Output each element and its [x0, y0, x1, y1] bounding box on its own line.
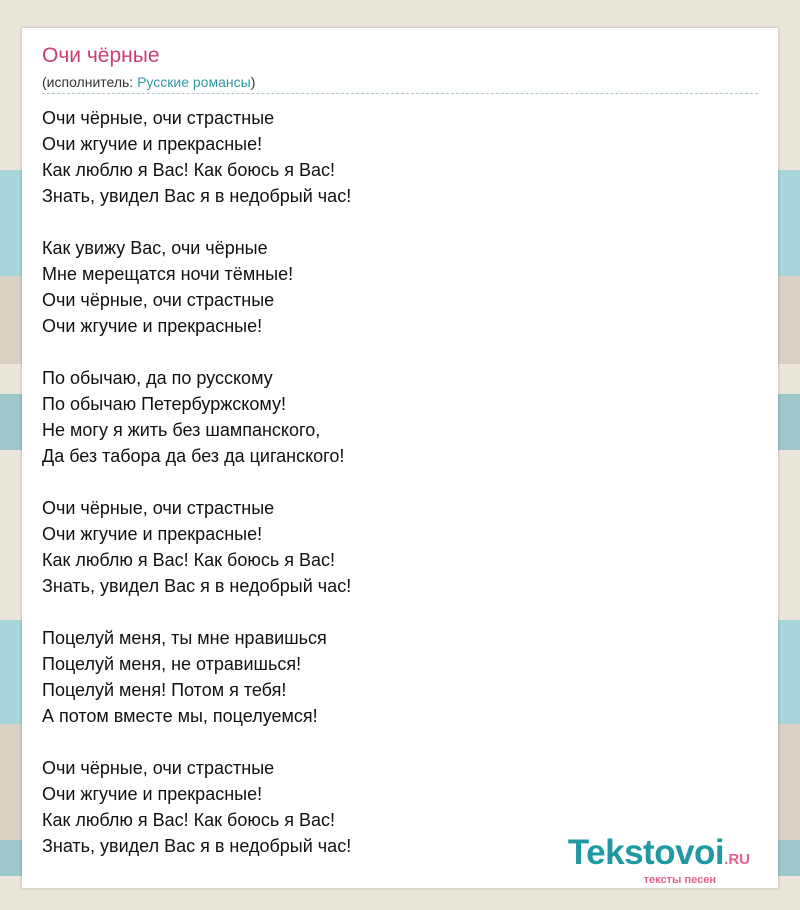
stanza [42, 105, 742, 209]
lyric-line: Очи жгучие и прекрасные! [42, 316, 263, 336]
artist-line [42, 74, 255, 90]
lyric-line: Поцелуй меня! Потом я тебя! [42, 680, 287, 700]
logo-name: Tekstovoi [567, 833, 725, 872]
lyric-line: Знать, увидел Вас я в недобрый час! [42, 836, 352, 856]
logo-wordmark [568, 835, 750, 878]
lyric-line: Знать, увидел Вас я в недобрый час! [42, 186, 352, 206]
lyric-line: По обычаю, да по русскому [42, 368, 273, 388]
stanza [42, 365, 742, 469]
lyric-line: Как увижу Вас, очи чёрные [42, 238, 268, 258]
lyric-line: Мне мерещатся ночи тёмные! [42, 264, 294, 284]
lyrics-text [42, 105, 742, 859]
lyric-line: Как люблю я Вас! Как боюсь я Вас! [42, 160, 335, 180]
lyric-line: Поцелуй меня, не отравишься! [42, 654, 302, 674]
stanza [42, 235, 742, 339]
lyric-line: Очи жгучие и прекрасные! [42, 524, 263, 544]
lyric-line: Очи жгучие и прекрасные! [42, 784, 263, 804]
site-logo[interactable] [568, 835, 750, 886]
lyric-line: Знать, увидел Вас я в недобрый час! [42, 576, 352, 596]
song-title: Очи чёрные [42, 44, 160, 67]
artist-prefix: (исполнитель: [42, 74, 138, 90]
lyric-line: Очи чёрные, очи страстные [42, 108, 275, 128]
stanza [42, 495, 742, 599]
lyric-line: Как люблю я Вас! Как боюсь я Вас! [42, 550, 335, 570]
logo-tagline: тексты песен [643, 874, 716, 886]
lyric-line: Очи жгучие и прекрасные! [42, 134, 263, 154]
lyric-line: По обычаю Петербуржскому! [42, 394, 286, 414]
logo-tld: .RU [724, 851, 750, 868]
stanza [42, 625, 742, 729]
lyric-line: Поцелуй меня, ты мне нравишься [42, 628, 327, 648]
lyric-line: Очи чёрные, очи страстные [42, 290, 275, 310]
lyric-line: А потом вместе мы, поцелуемся! [42, 706, 318, 726]
dashed-divider [42, 93, 758, 94]
artist-suffix: ) [250, 74, 256, 90]
lyric-line: Как люблю я Вас! Как боюсь я Вас! [42, 810, 335, 830]
lyric-line: Очи чёрные, очи страстные [42, 758, 275, 778]
lyrics-card [22, 28, 778, 888]
lyric-line: Не могу я жить без шампанского, [42, 420, 321, 440]
lyric-line: Очи чёрные, очи страстные [42, 498, 275, 518]
artist-link[interactable]: Русские романсы [137, 74, 251, 90]
lyric-line: Да без табора да без да циганского! [42, 446, 345, 466]
